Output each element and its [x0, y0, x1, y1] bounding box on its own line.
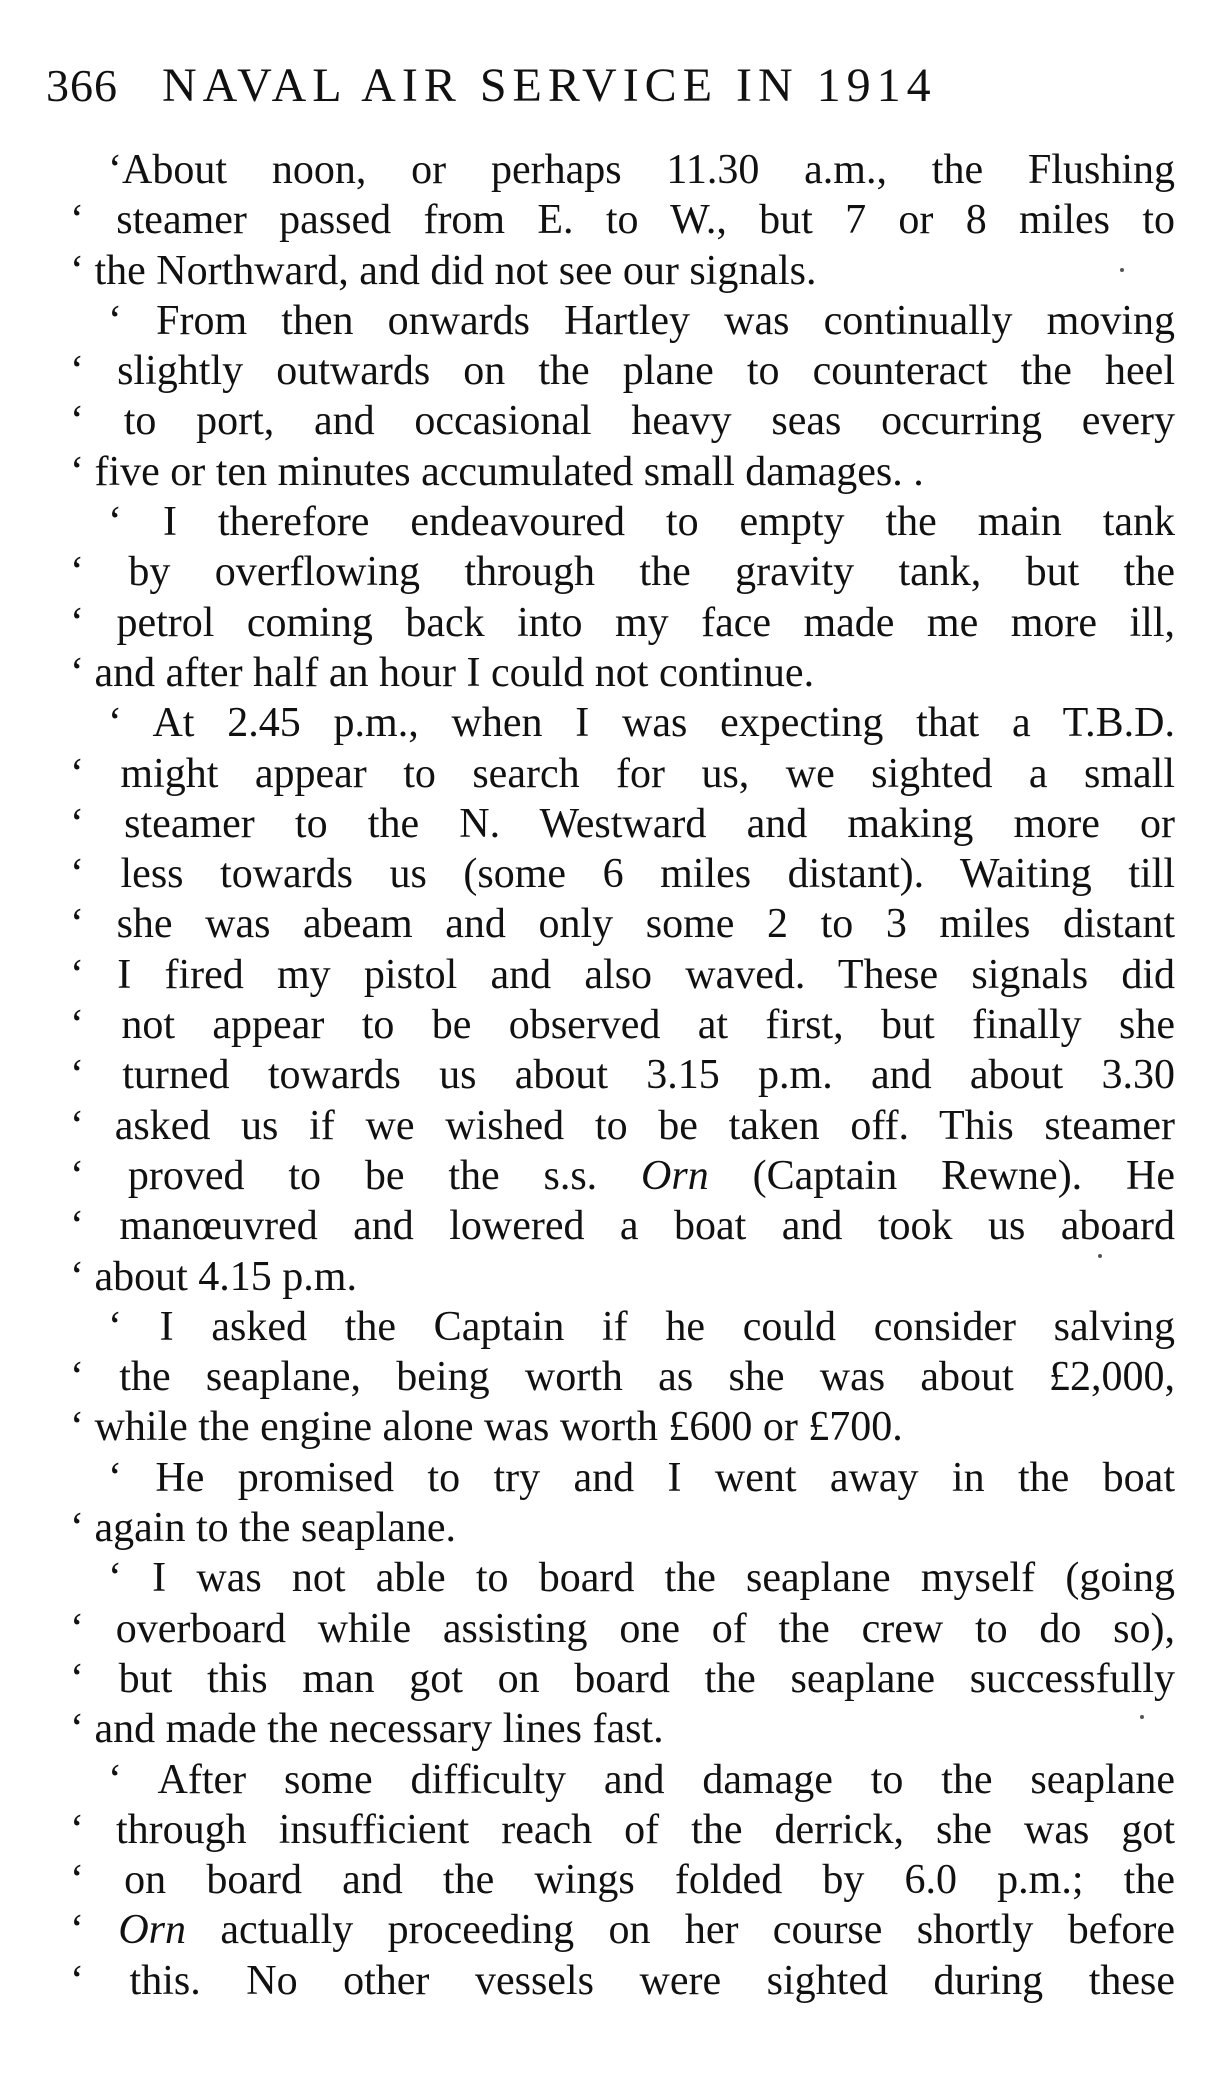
- text-line: ‘ five or ten minutes accumulated small damages. .: [70, 448, 924, 495]
- text-line: ‘ From then onwards Hartley was continually moving: [108, 297, 1175, 344]
- text-line: ‘ about 4.15 p.m.: [70, 1253, 357, 1300]
- line-tail: actually proceeding on her course shortly before: [220, 1907, 1175, 1954]
- text-line: ‘ the seaplane, being worth as she was about £2,000,: [70, 1354, 1175, 1401]
- text-line: ‘ the Northward, and did not see our signals.: [70, 247, 817, 294]
- text-line: ‘ asked us if we wished to be taken off. This steamer: [70, 1102, 1175, 1149]
- text-line: ‘ might appear to search for us, we sighted a small: [70, 750, 1175, 797]
- page-number: 366: [46, 60, 118, 111]
- text-line: ‘ steamer to the N. Westward and making more or: [70, 800, 1175, 847]
- text-line: ‘ through insufficient reach of the derrick, she was got: [70, 1806, 1175, 1853]
- text-line: ‘ and after half an hour I could not continue.: [70, 649, 815, 696]
- text-line-orn: [70, 1905, 1175, 1955]
- text-line: ‘ on board and the wings folded by 6.0 p.m.; the: [70, 1857, 1175, 1904]
- text-line: ‘ manœuvred and lowered a boat and took us aboard: [70, 1203, 1175, 1250]
- stray-ink-mark: [1120, 268, 1124, 272]
- text-line: ‘ not appear to be observed at first, but finally she: [70, 1002, 1175, 1049]
- text-line: ‘About noon, or perhaps 11.30 a.m., the Flushing: [108, 147, 1175, 193]
- page-header: [46, 58, 1176, 128]
- text-line: ‘ again to the seaplane.: [70, 1505, 456, 1552]
- text-line: ‘ overboard while assisting one of the crew to do so),: [70, 1605, 1175, 1652]
- text-line: ‘ I fired my pistol and also waved. These signals did: [70, 951, 1175, 998]
- text-line: ‘ slightly outwards on the plane to counteract the heel: [70, 348, 1175, 395]
- text-line: ‘ He promised to try and I went away in the boat: [108, 1454, 1175, 1501]
- line-lead: ‘: [70, 1907, 84, 1954]
- text-line: ‘ I asked the Captain if he could consider salving: [108, 1303, 1175, 1350]
- text-line: ‘ but this man got on board the seaplane successfully: [70, 1655, 1175, 1702]
- text-line: ‘ this. No other vessels were sighted during these: [70, 1957, 1175, 2004]
- line-tail: (Captain Rewne). He: [752, 1152, 1176, 1199]
- line-lead: ‘ proved to be the s.s.: [70, 1152, 598, 1199]
- text-line: ‘ while the engine alone was worth £600 or £700.: [70, 1404, 903, 1451]
- text-line: ‘ petrol coming back into my face made me more ill,: [70, 599, 1175, 646]
- text-line: ‘ steamer passed from E. to W., but 7 or 8 miles to: [70, 197, 1175, 244]
- ship-name-italic: Orn: [118, 1907, 187, 1954]
- ship-name-italic: Orn: [641, 1152, 709, 1199]
- stray-ink-mark: [1098, 1254, 1102, 1258]
- body-text: [70, 145, 1175, 2006]
- text-line: ‘ turned towards us about 3.15 p.m. and about 3.30: [70, 1052, 1175, 1099]
- text-line: ‘ she was abeam and only some 2 to 3 miles distant: [70, 901, 1175, 948]
- text-line: ‘ and made the necessary lines fast.: [70, 1706, 664, 1753]
- text-line: ‘ by overflowing through the gravity tank, but the: [70, 549, 1175, 596]
- text-line: ‘ to port, and occasional heavy seas occurring every: [70, 398, 1175, 445]
- text-line-orn: [70, 1151, 1175, 1201]
- text-line: ‘ At 2.45 p.m., when I was expecting that a T.B.D.: [108, 700, 1175, 747]
- stray-ink-mark: [1140, 1715, 1144, 1719]
- running-head: NAVAL AIR SERVICE IN 1914: [162, 59, 937, 112]
- text-line: ‘ After some difficulty and damage to the seaplane: [108, 1756, 1175, 1803]
- text-line: ‘ less towards us (some 6 miles distant). Waiting till: [70, 851, 1175, 898]
- text-line: ‘ I was not able to board the seaplane myself (going: [108, 1555, 1175, 1602]
- text-line: ‘ I therefore endeavoured to empty the main tank: [108, 499, 1175, 546]
